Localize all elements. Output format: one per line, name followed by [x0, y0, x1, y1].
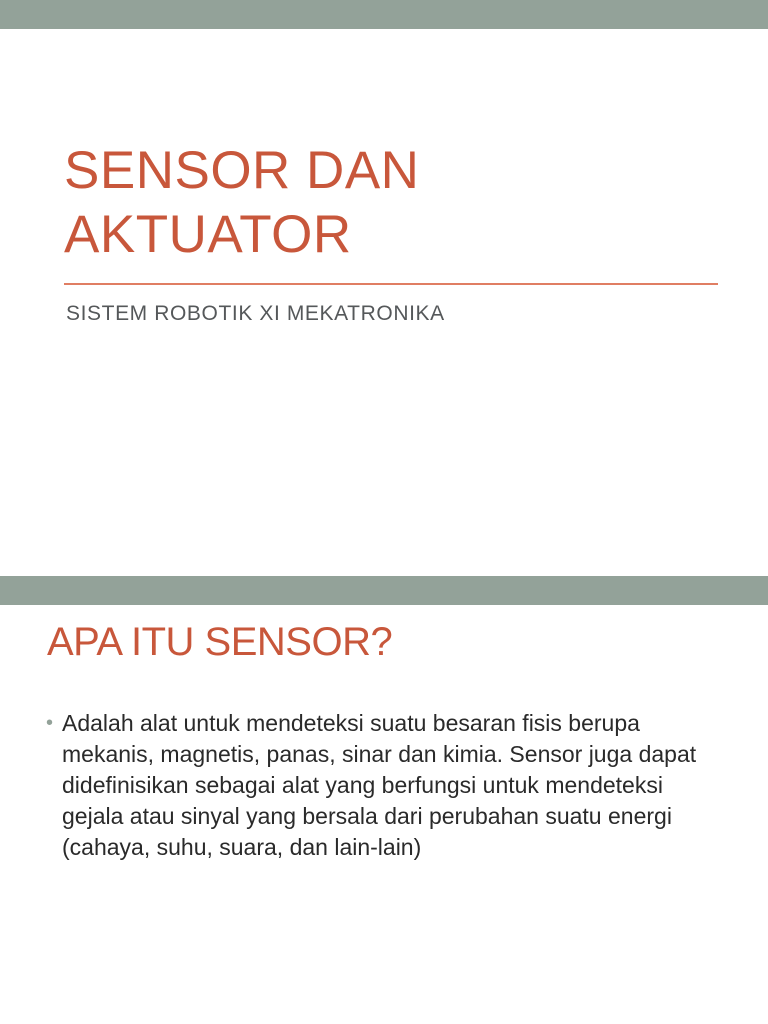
- slide-content: [0, 576, 768, 1024]
- slide-subtitle: SISTEM ROBOTIK XI MEKATRONIKA: [66, 302, 445, 325]
- slide-top-bar: [0, 0, 768, 29]
- bullet-list: [46, 708, 710, 863]
- slide-title-heading: [64, 139, 724, 267]
- slide-top-bar: [0, 576, 768, 605]
- title-divider: [64, 283, 718, 285]
- title-line-2: AKTUATOR: [64, 205, 352, 264]
- bullet-icon: •: [46, 712, 54, 734]
- title-line-1: SENSOR DAN: [64, 141, 420, 200]
- slide-heading: APA ITU SENSOR?: [47, 620, 393, 664]
- bullet-text: Adalah alat untuk mendeteksi suatu besaran fisis berupa mekanis, magnetis, panas, sinar dan kimia. Sensor juga dapat didefinisikan sebagai alat yang berfungsi untuk mendeteksi gejala atau sinyal yang bersala dari perubahan suatu energi (cahaya, suhu, suara, dan lain-lain): [62, 710, 697, 860]
- bullet-item: [46, 708, 710, 863]
